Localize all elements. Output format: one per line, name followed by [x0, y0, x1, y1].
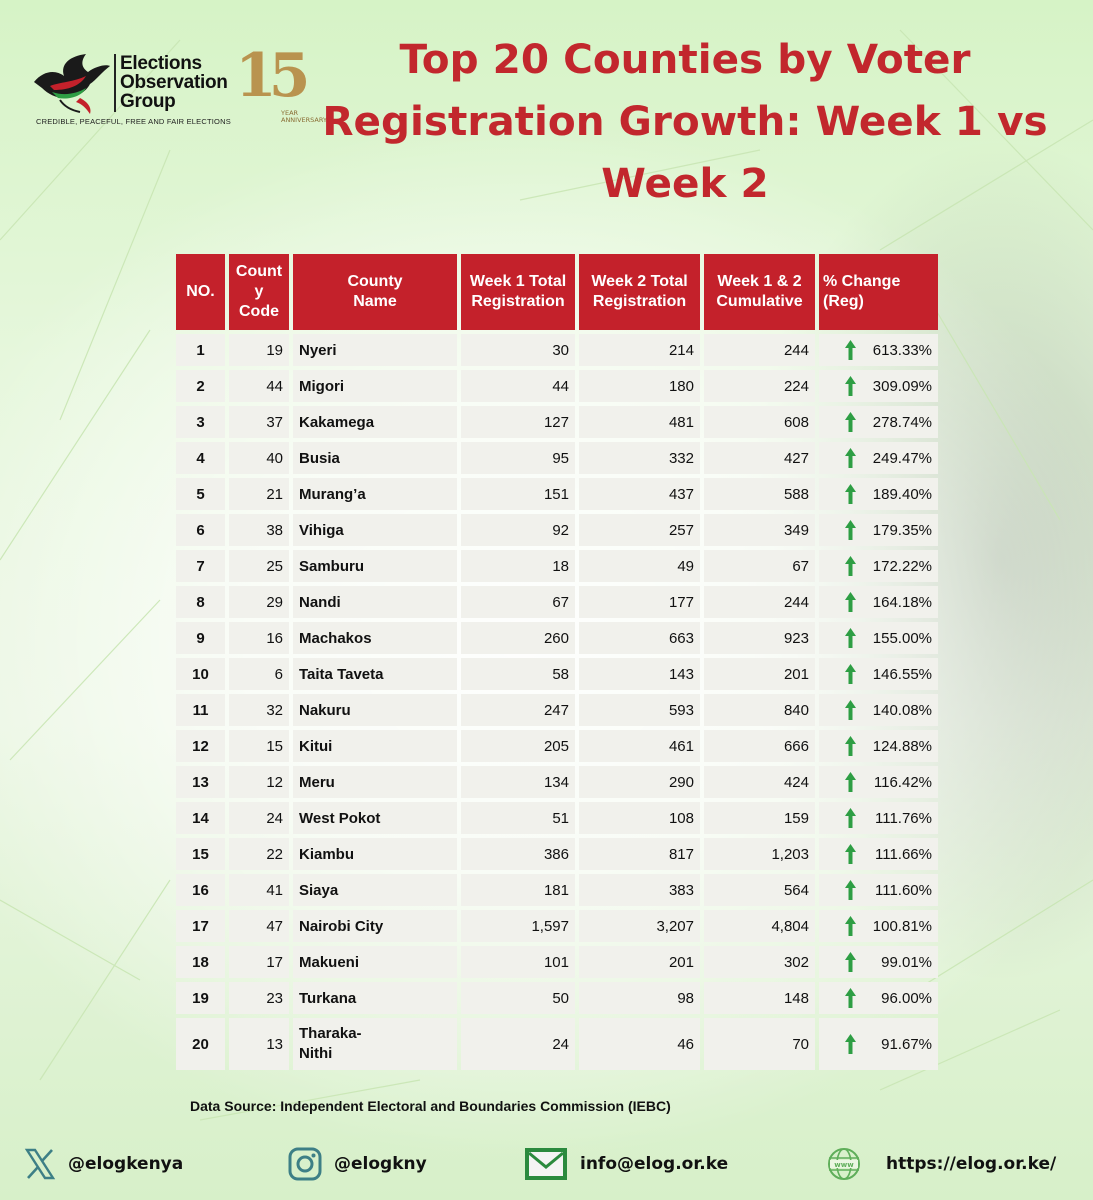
pct-change-value: 100.81%	[872, 917, 932, 935]
header-county-name	[293, 254, 457, 330]
week2-total: 98	[579, 982, 700, 1014]
table-row	[176, 802, 938, 834]
county-code: 17	[229, 946, 289, 978]
county-code: 21	[229, 478, 289, 510]
county-name	[293, 1018, 457, 1070]
header-name-line1: County	[347, 273, 403, 290]
week1-total: 127	[461, 406, 575, 438]
cumulative-total: 148	[704, 982, 815, 1014]
org-name-line1: Elections	[120, 53, 202, 74]
anniversary-number: 15	[235, 41, 303, 111]
county-name: Makueni	[293, 946, 457, 978]
table-body	[176, 334, 938, 1070]
up-arrow-icon	[845, 664, 856, 684]
header-county-code	[229, 254, 289, 330]
email-address: info@elog.or.ke	[580, 1154, 729, 1174]
county-name: West Pokot	[293, 802, 457, 834]
county-code: 44	[229, 370, 289, 402]
registration-table-wrapper	[172, 250, 942, 1074]
week2-total: 461	[579, 730, 700, 762]
county-name: Kakamega	[293, 406, 457, 438]
table-row	[176, 442, 938, 474]
up-arrow-icon	[845, 952, 856, 972]
anniversary-badge	[235, 41, 327, 124]
header-no: NO.	[176, 254, 225, 330]
pct-change	[819, 1018, 938, 1070]
org-name	[120, 54, 228, 111]
up-arrow-icon	[845, 772, 856, 792]
county-name: Nandi	[293, 586, 457, 618]
cumulative-total: 608	[704, 406, 815, 438]
up-arrow-icon	[845, 700, 856, 720]
up-arrow-icon	[845, 520, 856, 540]
row-number: 13	[176, 766, 225, 798]
pct-change	[819, 982, 938, 1014]
header-week1-line1: Week 1 Total	[469, 273, 567, 290]
row-number: 19	[176, 982, 225, 1014]
registration-table	[172, 250, 942, 1074]
cumulative-total: 1,203	[704, 838, 815, 870]
up-arrow-icon	[845, 988, 856, 1008]
footer-website-link[interactable]	[826, 1144, 1056, 1184]
cumulative-total: 244	[704, 334, 815, 366]
week2-total: 817	[579, 838, 700, 870]
week1-total: 67	[461, 586, 575, 618]
email-icon	[524, 1147, 568, 1181]
county-code: 19	[229, 334, 289, 366]
header-code-line3: Code	[239, 303, 279, 320]
dove-logo-icon	[30, 52, 112, 116]
week1-total: 58	[461, 658, 575, 690]
cumulative-total: 923	[704, 622, 815, 654]
anniversary-line1: YEAR	[281, 109, 299, 117]
row-number: 14	[176, 802, 225, 834]
logo-divider	[114, 54, 116, 112]
county-name: Murang’a	[293, 478, 457, 510]
county-code: 25	[229, 550, 289, 582]
up-arrow-icon	[845, 808, 856, 828]
header-week2	[579, 254, 700, 330]
table-row	[176, 982, 938, 1014]
cumulative-total: 424	[704, 766, 815, 798]
week2-total: 663	[579, 622, 700, 654]
pct-change-value: 116.42%	[873, 773, 932, 791]
county-code: 23	[229, 982, 289, 1014]
pct-change	[819, 406, 938, 438]
up-arrow-icon	[845, 916, 856, 936]
table-row	[176, 730, 938, 762]
pct-change-value: 111.66%	[875, 845, 932, 863]
week1-total: 205	[461, 730, 575, 762]
table-row	[176, 694, 938, 726]
row-number: 6	[176, 514, 225, 546]
instagram-icon	[288, 1147, 322, 1181]
week2-total: 290	[579, 766, 700, 798]
week1-total: 30	[461, 334, 575, 366]
up-arrow-icon	[845, 484, 856, 504]
week2-total: 108	[579, 802, 700, 834]
week2-total: 49	[579, 550, 700, 582]
week1-total: 181	[461, 874, 575, 906]
instagram-handle: @elogkny	[334, 1154, 427, 1174]
up-arrow-icon	[845, 556, 856, 576]
pct-change	[819, 334, 938, 366]
pct-change-value: 91.67%	[881, 1035, 932, 1053]
county-code: 37	[229, 406, 289, 438]
header-pct-change	[819, 254, 938, 330]
pct-change	[819, 874, 938, 906]
week1-total: 51	[461, 802, 575, 834]
county-name: Vihiga	[293, 514, 457, 546]
pct-change-value: 111.76%	[875, 809, 932, 827]
x-handle: @elogkenya	[68, 1154, 184, 1174]
week1-total: 95	[461, 442, 575, 474]
anniversary-line2: ANNIVERSARY	[281, 116, 327, 124]
org-name-line2: Observation	[120, 72, 228, 93]
county-code: 29	[229, 586, 289, 618]
header-pct-line1: % Change	[823, 273, 901, 290]
table-row	[176, 622, 938, 654]
pct-change-value: 249.47%	[872, 449, 932, 467]
header-cumulative-line1: Week 1 & 2	[717, 273, 802, 290]
county-name: Machakos	[293, 622, 457, 654]
cumulative-total: 67	[704, 550, 815, 582]
row-number: 20	[176, 1018, 225, 1070]
header-week1	[461, 254, 575, 330]
pct-change	[819, 514, 938, 546]
pct-change	[819, 838, 938, 870]
week1-total: 18	[461, 550, 575, 582]
table-row	[176, 874, 938, 906]
week2-total: 257	[579, 514, 700, 546]
table-row	[176, 946, 938, 978]
header-week2-line2: Registration	[592, 293, 687, 310]
week1-total: 247	[461, 694, 575, 726]
county-name: Samburu	[293, 550, 457, 582]
pct-change-value: 96.00%	[881, 989, 932, 1007]
up-arrow-icon	[845, 736, 856, 756]
row-number: 4	[176, 442, 225, 474]
row-number: 10	[176, 658, 225, 690]
week2-total: 177	[579, 586, 700, 618]
footer-instagram-link[interactable]	[288, 1144, 427, 1184]
week2-total: 214	[579, 334, 700, 366]
pct-change-value: 613.33%	[872, 341, 932, 359]
week2-total: 593	[579, 694, 700, 726]
row-number: 1	[176, 334, 225, 366]
table-row	[176, 334, 938, 366]
county-name: Kiambu	[293, 838, 457, 870]
county-code: 22	[229, 838, 289, 870]
county-name: Nairobi City	[293, 910, 457, 942]
county-code: 16	[229, 622, 289, 654]
pct-change	[819, 910, 938, 942]
pct-change-value: 111.60%	[875, 881, 932, 899]
pct-change-value: 146.55%	[872, 665, 932, 683]
cumulative-total: 4,804	[704, 910, 815, 942]
header-week1-line2: Registration	[471, 293, 565, 310]
pct-change-value: 309.09%	[872, 377, 932, 395]
week2-total: 180	[579, 370, 700, 402]
header-name-line2: Name	[353, 293, 397, 310]
week1-total: 151	[461, 478, 575, 510]
county-name-part: Tharaka-	[299, 1025, 362, 1042]
table-header-row	[176, 254, 938, 330]
week2-total: 332	[579, 442, 700, 474]
cumulative-total: 564	[704, 874, 815, 906]
table-row	[176, 550, 938, 582]
row-number: 9	[176, 622, 225, 654]
pct-change	[819, 550, 938, 582]
row-number: 7	[176, 550, 225, 582]
week2-total: 143	[579, 658, 700, 690]
pct-change-value: 278.74%	[872, 413, 932, 431]
table-row	[176, 910, 938, 942]
org-name-line3: Group	[120, 91, 176, 112]
header-code-line2: y	[254, 283, 264, 300]
up-arrow-icon	[845, 376, 856, 396]
county-code: 40	[229, 442, 289, 474]
county-name-part: Nithi	[299, 1045, 333, 1062]
table-row	[176, 1018, 938, 1070]
row-number: 2	[176, 370, 225, 402]
footer-x-link[interactable]	[24, 1144, 183, 1184]
org-tagline: CREDIBLE, PEACEFUL, FREE AND FAIR ELECTIONS	[36, 117, 231, 126]
county-name: Busia	[293, 442, 457, 474]
county-name: Nyeri	[293, 334, 457, 366]
cumulative-total: 201	[704, 658, 815, 690]
pct-change	[819, 766, 938, 798]
header-pct-line2: (Reg)	[823, 293, 864, 310]
table-row	[176, 658, 938, 690]
row-number: 11	[176, 694, 225, 726]
row-number: 5	[176, 478, 225, 510]
week1-total: 1,597	[461, 910, 575, 942]
header-cumulative-line2: Cumulative	[716, 293, 803, 310]
table-row	[176, 514, 938, 546]
county-name: Meru	[293, 766, 457, 798]
week2-total: 383	[579, 874, 700, 906]
week1-total: 92	[461, 514, 575, 546]
week1-total: 24	[461, 1018, 575, 1070]
pct-change	[819, 730, 938, 762]
row-number: 15	[176, 838, 225, 870]
pct-change	[819, 442, 938, 474]
cumulative-total: 427	[704, 442, 815, 474]
pct-change	[819, 622, 938, 654]
row-number: 8	[176, 586, 225, 618]
county-name: Turkana	[293, 982, 457, 1014]
pct-change-value: 140.08%	[872, 701, 932, 719]
cumulative-total: 224	[704, 370, 815, 402]
pct-change-value: 155.00%	[872, 629, 932, 647]
globe-www-label: www	[834, 1161, 854, 1169]
week1-total: 50	[461, 982, 575, 1014]
county-code: 13	[229, 1018, 289, 1070]
pct-change-value: 164.18%	[872, 593, 932, 611]
pct-change-value: 99.01%	[881, 953, 932, 971]
table-row	[176, 478, 938, 510]
county-code: 15	[229, 730, 289, 762]
pct-change	[819, 586, 938, 618]
cumulative-total: 588	[704, 478, 815, 510]
table-row	[176, 406, 938, 438]
up-arrow-icon	[845, 628, 856, 648]
up-arrow-icon	[845, 844, 856, 864]
header-cumulative	[704, 254, 815, 330]
website-url: https://elog.or.ke/	[886, 1154, 1057, 1174]
row-number: 18	[176, 946, 225, 978]
county-name: Kitui	[293, 730, 457, 762]
pct-change-value: 124.88%	[872, 737, 932, 755]
globe-icon	[826, 1146, 862, 1182]
county-code: 47	[229, 910, 289, 942]
county-name: Nakuru	[293, 694, 457, 726]
x-logo-icon	[24, 1148, 56, 1180]
week2-total: 201	[579, 946, 700, 978]
page-title: Top 20 Counties by Voter Registration Growth: Week 1 vs Week 2	[322, 35, 1048, 207]
table-row	[176, 586, 938, 618]
week1-total: 386	[461, 838, 575, 870]
county-code: 12	[229, 766, 289, 798]
pct-change	[819, 658, 938, 690]
week2-total: 46	[579, 1018, 700, 1070]
elog-logo	[30, 41, 330, 133]
week2-total: 481	[579, 406, 700, 438]
pct-change	[819, 370, 938, 402]
table-row	[176, 838, 938, 870]
week2-total: 3,207	[579, 910, 700, 942]
county-code: 24	[229, 802, 289, 834]
cumulative-total: 70	[704, 1018, 815, 1070]
table-row	[176, 766, 938, 798]
cumulative-total: 349	[704, 514, 815, 546]
pct-change	[819, 802, 938, 834]
row-number: 3	[176, 406, 225, 438]
pct-change-value: 179.35%	[872, 521, 932, 539]
up-arrow-icon	[845, 1034, 856, 1054]
up-arrow-icon	[845, 592, 856, 612]
row-number: 12	[176, 730, 225, 762]
week2-total: 437	[579, 478, 700, 510]
pct-change-value: 172.22%	[872, 557, 932, 575]
up-arrow-icon	[845, 412, 856, 432]
county-name: Taita Taveta	[293, 658, 457, 690]
pct-change-value: 189.40%	[872, 485, 932, 503]
week1-total: 101	[461, 946, 575, 978]
week1-total: 44	[461, 370, 575, 402]
header-week2-line1: Week 2 Total	[591, 273, 688, 290]
county-name: Siaya	[293, 874, 457, 906]
pct-change	[819, 946, 938, 978]
cumulative-total: 244	[704, 586, 815, 618]
county-name: Migori	[293, 370, 457, 402]
table-row	[176, 370, 938, 402]
data-source-note: Data Source: Independent Electoral and Boundaries Commission (IEBC)	[190, 1098, 671, 1114]
county-code: 6	[229, 658, 289, 690]
footer-email-link[interactable]	[524, 1144, 728, 1184]
pct-change	[819, 478, 938, 510]
cumulative-total: 840	[704, 694, 815, 726]
county-code: 41	[229, 874, 289, 906]
pct-change	[819, 694, 938, 726]
county-code: 32	[229, 694, 289, 726]
county-code: 38	[229, 514, 289, 546]
up-arrow-icon	[845, 448, 856, 468]
cumulative-total: 302	[704, 946, 815, 978]
row-number: 17	[176, 910, 225, 942]
up-arrow-icon	[845, 880, 856, 900]
row-number: 16	[176, 874, 225, 906]
up-arrow-icon	[845, 340, 856, 360]
header-code-line1: Count	[235, 263, 283, 280]
week1-total: 134	[461, 766, 575, 798]
week1-total: 260	[461, 622, 575, 654]
cumulative-total: 159	[704, 802, 815, 834]
cumulative-total: 666	[704, 730, 815, 762]
